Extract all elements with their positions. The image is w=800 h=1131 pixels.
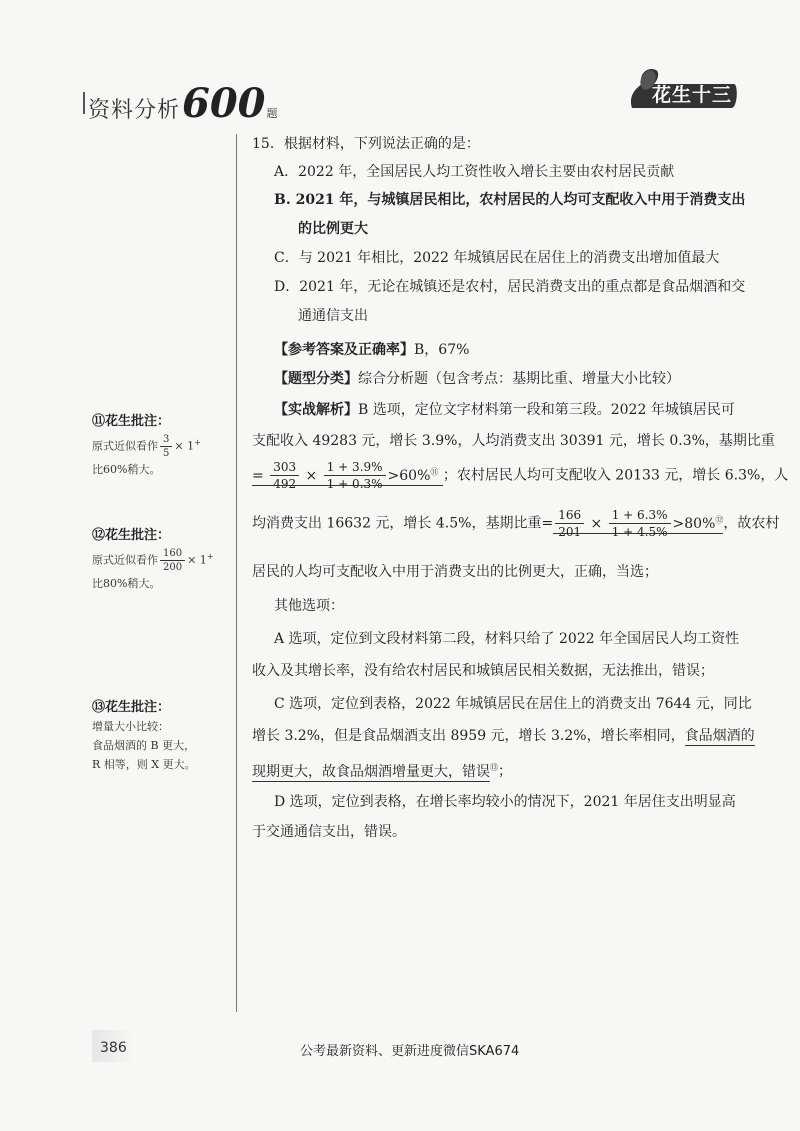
ref-13: ⑬ — [490, 763, 498, 772]
option-b-line2: 的比例更大 — [298, 221, 368, 237]
question-stem: 15．根据材料，下列说法正确的是： — [252, 136, 480, 152]
option-d-line1: D．2021 年，无论在城镇还是农村，居民消费支出的重点都是食品烟酒和交 — [274, 279, 746, 295]
book-title-text: 资料分析 — [88, 98, 181, 123]
column-divider — [236, 134, 237, 1012]
ref-12: ⑫ — [715, 515, 724, 524]
note-title: ⑫花生批注： — [92, 528, 171, 543]
analysis-line3: = $\frac{303}{492}$ × $\frac{1 + 3.9\%}{1 + 0.3\%}$ >60%⑪ ；农村居民人均可支配收入 20133 元，增长 6.3%，人 — [252, 460, 789, 492]
note-body: 原式近似看作 $\frac{160}{200}$ × 1+ 比80%稍大。 — [92, 548, 214, 591]
analysis-label: 【实战解析】 — [274, 402, 358, 418]
page-number: 386 — [100, 1040, 127, 1056]
eq2-fraction-2: $\frac{1 + 6.3\%}{1 + 4.5\%}$ — [609, 507, 671, 540]
book-title — [88, 80, 278, 127]
book-title-suffix: 题 — [266, 107, 278, 120]
option-a-analysis-1: A 选项，定位到文段材料第二段，材料只给了 2022 年全国居民人均工资性 — [274, 631, 740, 647]
option-a: A．2022 年，全国居民人均工资性收入增长主要由农村居民贡献 — [274, 164, 675, 180]
analysis-line2: 支配收入 49283 元，增长 3.9%，人均消费支出 30391 元，增长 0.3%，基期比重 — [252, 433, 775, 449]
eq1-fraction-2: $\frac{1 + 3.9\%}{1 + 0.3\%}$ — [324, 459, 386, 492]
option-c-analysis-3: 现期更大，故食品烟酒增量更大，错误⑬； — [252, 763, 512, 780]
note-title: ⑬花生批注： — [92, 700, 171, 715]
answer-label: 【参考答案及正确率】 — [274, 342, 414, 358]
note-body: 原式近似看作 $\frac{3}{5}$ × 1+ 比60%稍大。 — [92, 434, 201, 477]
answer-line — [274, 340, 469, 360]
option-a-analysis-2: 收入及其增长率，没有给农村居民和城镇居民相关数据，无法推出，错误； — [252, 663, 714, 679]
category-label: 【题型分类】 — [274, 371, 358, 387]
eq1-fraction-1: $\frac{303}{492}$ — [270, 459, 299, 492]
side-note-12 — [92, 524, 232, 593]
answer-value: B，67% — [414, 342, 470, 358]
option-d-line2: 通通信支出 — [298, 308, 368, 324]
other-options-heading: 其他选项： — [274, 598, 344, 614]
option-c-analysis-1: C 选项，定位到表格，2022 年城镇居民在居住上的消费支出 7644 元，同比 — [274, 696, 752, 712]
title-divider — [83, 92, 85, 114]
option-d-analysis-1: D 选项，定位到表格，在增长率均较小的情况下，2021 年居住支出明显高 — [274, 794, 736, 810]
side-note-13 — [92, 696, 232, 774]
option-c: C．与 2021 年相比，2022 年城镇居民在居住上的消费支出增加值最大 — [274, 250, 720, 266]
option-c-analysis-2: 增长 3.2%，但是食品烟酒支出 8959 元，增长 3.2%，增长率相同，食品烟酒的 — [252, 728, 755, 744]
side-note-11 — [92, 410, 232, 479]
brand-text: 花生十三 — [652, 84, 733, 106]
option-b-line1: B. 2021 年，与城镇居民相比，农村居民的人均可支配收入中用于消费支出 — [274, 192, 746, 208]
book-title-number: 600 — [182, 80, 266, 127]
footer-text: 公考最新资料、更新进度微信SKA674 — [300, 1044, 520, 1059]
equation-2: $\frac{166}{201}$ × $\frac{1 + 6.3\%}{1 + 4.5\%}$ >80%⑫ — [553, 516, 723, 534]
analysis-line1: 【实战解析】B 选项，定位文字材料第一段和第三段。2022 年城镇居民可 — [274, 402, 735, 418]
eq2-fraction-1: $\frac{166}{201}$ — [555, 507, 584, 540]
ref-11: ⑪ — [430, 467, 439, 476]
category-value: 综合分析题（包含考点：基期比重、增量大小比较） — [358, 371, 680, 387]
category-line — [274, 369, 680, 389]
note-title: ⑪花生批注： — [92, 414, 171, 429]
option-d-analysis-2: 于交通通信支出，错误。 — [252, 824, 406, 840]
note-body: 增量大小比较： 食品烟酒的 B 更大， R 相等，则 X 更大。 — [92, 720, 196, 771]
brand-logo — [628, 66, 738, 114]
analysis-line4: 均消费支出 16632 元，增长 4.5%，基期比重= $\frac{166}{201}$ × $\frac{1 + 6.3\%}{1 + 4.5\%}$ >80%⑫，故农村 — [252, 508, 780, 540]
analysis-line5: 居民的人均可支配收入中用于消费支出的比例更大，正确，当选； — [252, 564, 658, 580]
equation-1: = $\frac{303}{492}$ × $\frac{1 + 3.9\%}{1 + 0.3\%}$ >60%⑪ — [252, 468, 443, 486]
